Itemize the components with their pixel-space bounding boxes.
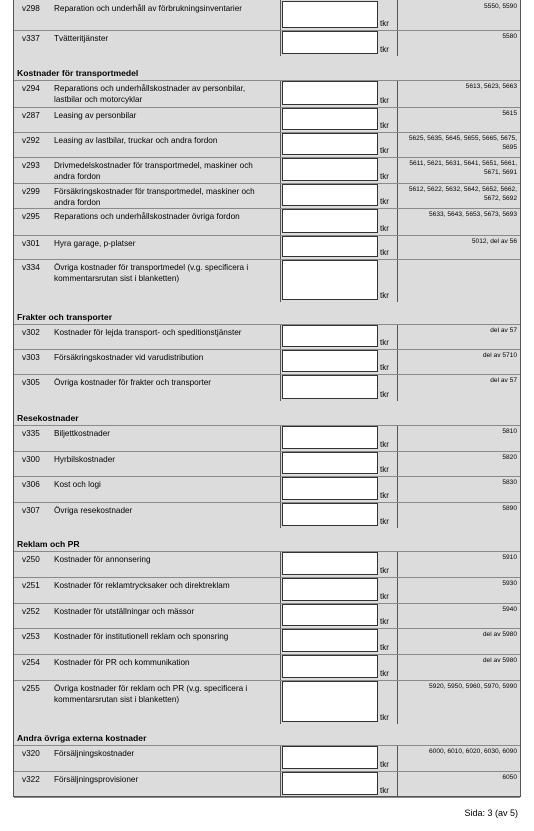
row-label: Försäljningskostnader xyxy=(54,749,135,758)
form-row-v306 xyxy=(14,476,520,503)
form-row-v307 xyxy=(14,502,520,529)
row-code: v294 xyxy=(22,84,40,93)
row-code: v302 xyxy=(22,328,40,337)
amount-input[interactable] xyxy=(282,81,378,105)
row-label: Övriga kostnader för reklam och PR (v.g. specificera i kommentarsrutan sist i blanketten) xyxy=(54,684,248,704)
section-title: Frakter och transporter xyxy=(17,312,113,322)
account-numbers: del av 57 xyxy=(490,377,517,384)
form-row-v298 xyxy=(14,0,520,31)
section-title: Kostnader för transportmedel xyxy=(17,68,139,78)
row-code: v293 xyxy=(22,161,40,170)
amount-input[interactable] xyxy=(282,260,378,300)
account-numbers: 5613, 5623, 5663 xyxy=(465,83,517,90)
form-row-v251 xyxy=(14,577,520,604)
row-code: v307 xyxy=(22,506,40,515)
row-code: v253 xyxy=(22,632,40,641)
form-row-v322 xyxy=(14,771,520,798)
form-row-v302 xyxy=(14,324,520,350)
form-row-v337 xyxy=(14,30,520,57)
row-code: v300 xyxy=(22,455,40,464)
unit-label: tkr xyxy=(380,669,389,678)
row-code: v337 xyxy=(22,34,40,43)
unit-label: tkr xyxy=(380,760,389,769)
section-header xyxy=(14,302,520,325)
row-label: Reparations och underhållskostnader övriga fordon xyxy=(54,212,240,221)
amount-input[interactable] xyxy=(282,209,378,233)
amount-input[interactable] xyxy=(282,552,378,575)
row-code: v292 xyxy=(22,136,40,145)
row-code: v299 xyxy=(22,187,40,196)
unit-label: tkr xyxy=(380,363,389,372)
unit-label: tkr xyxy=(380,713,389,722)
section-header xyxy=(14,528,520,552)
unit-label: tkr xyxy=(380,786,389,795)
amount-input[interactable] xyxy=(282,772,378,795)
row-code: v303 xyxy=(22,353,40,362)
form-row-v292 xyxy=(14,132,520,158)
row-label: Kostnader för PR och kommunikation xyxy=(54,658,190,667)
account-numbers: del av 57 xyxy=(490,327,517,334)
row-code: v306 xyxy=(22,480,40,489)
unit-label: tkr xyxy=(380,224,389,233)
unit-label: tkr xyxy=(380,45,389,54)
row-code: v251 xyxy=(22,581,40,590)
account-numbers: 5910 xyxy=(502,554,517,561)
form-row-v334 xyxy=(14,259,520,303)
amount-input[interactable] xyxy=(282,184,378,206)
amount-input[interactable] xyxy=(282,477,378,500)
amount-input[interactable] xyxy=(282,158,378,181)
unit-label: tkr xyxy=(380,197,389,206)
amount-input[interactable] xyxy=(282,746,378,769)
unit-label: tkr xyxy=(380,390,389,399)
form-row-v255 xyxy=(14,680,520,725)
unit-label: tkr xyxy=(380,172,389,181)
row-label: Övriga resekostnader xyxy=(54,506,133,515)
form-row-v293 xyxy=(14,157,520,184)
amount-input[interactable] xyxy=(282,31,378,54)
section-title: Andra övriga externa kostnader xyxy=(17,733,147,743)
account-numbers: 5580 xyxy=(502,33,517,40)
page-number: Sida: 3 (av 5) xyxy=(464,808,518,818)
row-code: v255 xyxy=(22,684,40,693)
row-code: v334 xyxy=(22,263,40,272)
row-label: Leasing av personbilar xyxy=(54,111,137,120)
account-numbers: 5940 xyxy=(502,606,517,613)
row-label: Tvätteritjänster xyxy=(54,34,109,43)
unit-label: tkr xyxy=(380,338,389,347)
form-row-v320 xyxy=(14,745,520,772)
unit-label: tkr xyxy=(380,248,389,257)
row-label: Reparations och underhållskostnader av personbilar, lastbilar och motorcyklar xyxy=(54,84,246,104)
row-label: Kostnader för annonsering xyxy=(54,555,151,564)
unit-label: tkr xyxy=(380,566,389,575)
amount-input[interactable] xyxy=(282,655,378,678)
unit-label: tkr xyxy=(380,465,389,474)
section-title: Reklam och PR xyxy=(17,539,80,549)
amount-input[interactable] xyxy=(282,325,378,347)
row-label: Hyra garage, p-platser xyxy=(54,239,136,248)
form-row-v294 xyxy=(14,80,520,108)
account-numbers: 5550, 5590 xyxy=(483,3,517,10)
row-code: v335 xyxy=(22,429,40,438)
row-label: Kostnader för institutionell reklam och sponsring xyxy=(54,632,229,641)
row-label: Försäkringskostnader för transportmedel, maskiner och andra fordon xyxy=(54,187,255,207)
section-title: Resekostnader xyxy=(17,413,79,423)
form-row-v335 xyxy=(14,425,520,452)
amount-input[interactable] xyxy=(282,578,378,601)
account-numbers: 5930 xyxy=(502,580,517,587)
account-numbers: 5890 xyxy=(502,505,517,512)
amount-input[interactable] xyxy=(282,503,378,526)
form-row-v287 xyxy=(14,107,520,133)
unit-label: tkr xyxy=(380,19,389,28)
account-numbers: del av 5980 xyxy=(482,631,517,638)
row-label: Kostnader för reklamtrycksaker och direktreklam xyxy=(54,581,230,590)
row-label: Kostnader för lejda transport- och speditionstjänster xyxy=(54,328,242,337)
section-header xyxy=(14,724,520,746)
unit-label: tkr xyxy=(380,96,389,105)
unit-label: tkr xyxy=(380,517,389,526)
account-numbers: 5612, 5622, 5632, 5642, 5652, 5662, 5672, 5692 xyxy=(408,186,517,202)
account-numbers: 5810 xyxy=(502,428,517,435)
unit-label: tkr xyxy=(380,617,389,626)
row-code: v322 xyxy=(22,775,40,784)
form-row-v305 xyxy=(14,374,520,402)
row-label: Drivmedelskostnader för transportmedel, maskiner och andra fordon xyxy=(54,161,253,181)
unit-label: tkr xyxy=(380,643,389,652)
account-numbers: 5012, del av 56 xyxy=(471,238,517,245)
form-row-v254 xyxy=(14,654,520,681)
amount-input[interactable] xyxy=(282,133,378,155)
row-label: Leasing av lastbilar, truckar och andra fordon xyxy=(54,136,218,145)
form-row-v252 xyxy=(14,603,520,629)
row-label: Reparation och underhåll av förbrukningsinventarier xyxy=(54,4,242,13)
row-code: v252 xyxy=(22,607,40,616)
row-code: v320 xyxy=(22,749,40,758)
row-label: Hyrbilskostnader xyxy=(54,455,115,464)
account-numbers: 6050 xyxy=(502,774,517,781)
row-label: Övriga kostnader för frakter och transporter xyxy=(54,378,211,387)
amount-input[interactable] xyxy=(282,681,378,722)
account-numbers: 5615 xyxy=(502,110,517,117)
amount-input[interactable] xyxy=(282,452,378,474)
unit-label: tkr xyxy=(380,291,389,300)
account-numbers: 6000, 6010, 6020, 6030, 6090 xyxy=(429,748,517,755)
form-row-v253 xyxy=(14,628,520,655)
amount-input[interactable] xyxy=(282,108,378,130)
amount-input[interactable] xyxy=(282,629,378,652)
form-row-v299 xyxy=(14,183,520,209)
form-row-v303 xyxy=(14,349,520,375)
amount-input[interactable] xyxy=(282,236,378,257)
row-code: v287 xyxy=(22,111,40,120)
row-code: v254 xyxy=(22,658,40,667)
row-code: v301 xyxy=(22,239,40,248)
amount-input[interactable] xyxy=(282,604,378,626)
unit-label: tkr xyxy=(380,440,389,449)
account-numbers: 5830 xyxy=(502,479,517,486)
row-label: Kostnader för utställningar och mässor xyxy=(54,607,195,616)
row-label: Försäkringskostnader vid varudistribution xyxy=(54,353,204,362)
unit-label: tkr xyxy=(380,121,389,130)
account-numbers: 5625, 5635, 5645, 5655, 5665, 5675, 5695 xyxy=(408,135,517,151)
unit-label: tkr xyxy=(380,592,389,601)
row-code: v298 xyxy=(22,4,40,13)
form-row-v301 xyxy=(14,235,520,260)
section-header xyxy=(14,56,520,81)
amount-input[interactable] xyxy=(282,426,378,449)
form-row-v295 xyxy=(14,208,520,236)
account-numbers: 5820 xyxy=(502,454,517,461)
row-label: Försäljningsprovisioner xyxy=(54,775,139,784)
amount-input[interactable] xyxy=(282,375,378,399)
row-code: v250 xyxy=(22,555,40,564)
row-label: Biljettkostnader xyxy=(54,429,110,438)
account-numbers: del av 5980 xyxy=(482,657,517,664)
amount-input[interactable] xyxy=(282,350,378,372)
row-label: Kost och logi xyxy=(54,480,101,489)
account-numbers: del av 5710 xyxy=(482,352,517,359)
unit-label: tkr xyxy=(380,491,389,500)
row-label: Övriga kostnader för transportmedel (v.g. specificera i kommentarsrutan sist i blanketten) xyxy=(54,263,249,283)
form-row-v300 xyxy=(14,451,520,477)
form-table xyxy=(13,0,521,797)
form-row-v250 xyxy=(14,551,520,578)
row-code: v295 xyxy=(22,212,40,221)
section-header xyxy=(14,401,520,426)
amount-input[interactable] xyxy=(282,1,378,28)
unit-label: tkr xyxy=(380,146,389,155)
account-numbers: 5611, 5621, 5631, 5641, 5651, 5661, 5671, 5691 xyxy=(409,160,517,176)
row-code: v305 xyxy=(22,378,40,387)
account-numbers: 5633, 5643, 5653, 5673, 5693 xyxy=(429,211,517,218)
account-numbers: 5920, 5950, 5960, 5970, 5990 xyxy=(429,683,517,690)
